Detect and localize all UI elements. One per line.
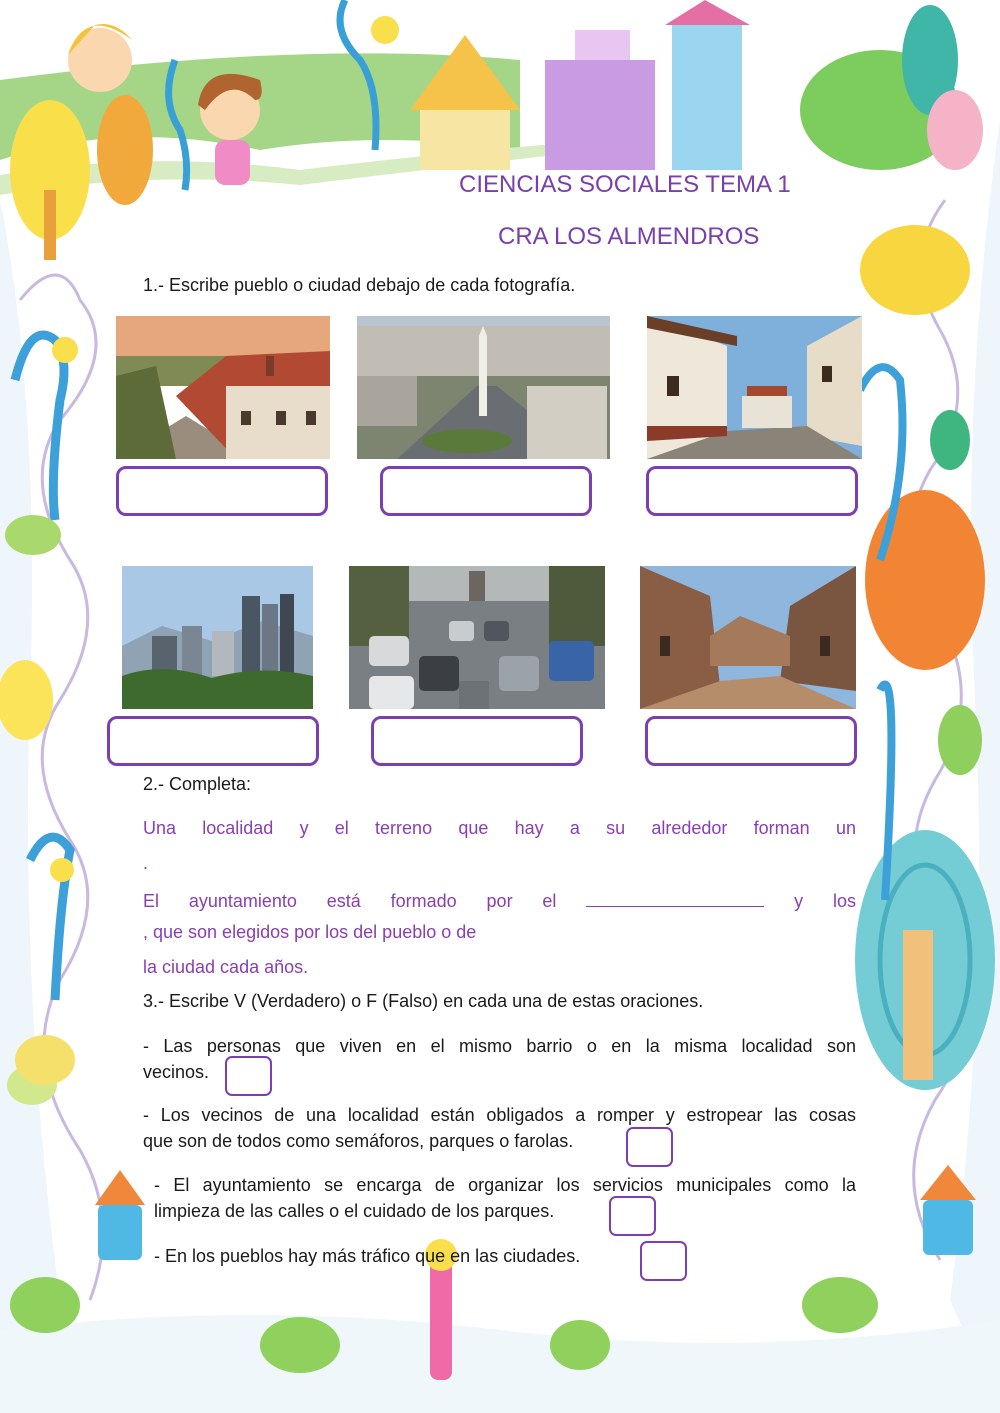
word: El	[143, 891, 160, 911]
vf-input-2[interactable]	[628, 1129, 671, 1165]
city-obelisk-avenue-photo	[357, 316, 610, 459]
section1-instruction: 1.- Escribe pueblo o ciudad debajo de cada fotografía.	[143, 275, 576, 295]
fill-line-3	[143, 888, 856, 912]
answer-input-photo-1[interactable]	[119, 469, 325, 513]
fill-line-2	[143, 853, 856, 874]
fill-line-5	[143, 957, 856, 978]
word: su	[606, 818, 626, 838]
page-title: CIENCIAS SOCIALES TEMA 1	[459, 171, 791, 198]
village-lane-photo	[647, 316, 862, 459]
answer-input-photo-2[interactable]	[383, 469, 589, 513]
answer-box-photo-1[interactable]	[116, 466, 328, 516]
statement-1-line1: - Las personas que viven en el mismo barrio o en la misma localidad son	[143, 1036, 856, 1056]
answer-input-photo-3[interactable]	[649, 469, 855, 513]
word: el	[542, 891, 557, 911]
vf-input-3[interactable]	[611, 1198, 654, 1234]
word: el	[334, 818, 349, 838]
blank-2[interactable]	[586, 888, 764, 907]
word: Una	[143, 818, 177, 838]
line5-start: la ciudad cada	[143, 957, 260, 977]
stone-village-street-photo	[640, 566, 856, 709]
word: localidad	[202, 818, 274, 838]
fill-line-1	[143, 818, 856, 839]
statement-3-line1: - El ayuntamiento se encarga de organizar los servicios municipales como la	[154, 1175, 856, 1195]
fill-line-4	[143, 922, 856, 943]
word: hay	[514, 818, 544, 838]
city-skyscrapers-photo	[122, 566, 313, 709]
answer-input-photo-6[interactable]	[648, 719, 854, 763]
answer-box-photo-5[interactable]	[371, 716, 583, 766]
word: alrededor	[651, 818, 728, 838]
vf-box-1[interactable]	[225, 1056, 272, 1096]
statement-3	[154, 1172, 856, 1224]
answer-box-photo-3[interactable]	[646, 466, 858, 516]
statement-1-line2: vecinos.	[143, 1062, 210, 1082]
word: un	[835, 818, 856, 838]
statement-4	[154, 1243, 654, 1269]
line4-end: del pueblo o de	[353, 922, 477, 942]
vf-box-3[interactable]	[609, 1196, 656, 1236]
line4-middle: , que son elegidos por los	[143, 922, 349, 942]
vf-box-2[interactable]	[626, 1127, 673, 1167]
statement-2-line1: - Los vecinos de una localidad están obligados a romper y estropear las cosas	[143, 1105, 856, 1125]
word: a	[569, 818, 580, 838]
word: y	[794, 891, 804, 911]
page-subtitle: CRA LOS ALMENDROS	[498, 223, 760, 250]
word: terreno	[375, 818, 433, 838]
word: los	[832, 891, 856, 911]
word: que	[458, 818, 489, 838]
vf-input-1[interactable]	[227, 1058, 270, 1094]
word: formado	[390, 891, 457, 911]
line2-period: .	[143, 853, 149, 873]
line5-end: años.	[264, 957, 309, 977]
answer-box-photo-6[interactable]	[645, 716, 857, 766]
statement-2-line2: que son de todos como semáforos, parques o farolas.	[143, 1131, 574, 1151]
statement-4-line1: - En los pueblos hay más tráfico que en las ciudades.	[154, 1246, 581, 1266]
section3-instruction: 3.- Escribe V (Verdadero) o F (Falso) en cada una de estas oraciones.	[143, 991, 704, 1011]
answer-box-photo-2[interactable]	[380, 466, 592, 516]
answer-box-photo-4[interactable]	[107, 716, 319, 766]
vf-box-4[interactable]	[640, 1241, 687, 1281]
answer-input-photo-4[interactable]	[110, 719, 316, 763]
word: y	[299, 818, 309, 838]
village-street-photo	[116, 316, 330, 459]
word: ayuntamiento	[188, 891, 297, 911]
word: por	[486, 891, 513, 911]
statement-2	[143, 1102, 856, 1154]
vf-input-4[interactable]	[642, 1243, 685, 1279]
section2-instruction: 2.- Completa:	[143, 774, 252, 794]
statement-3-line2: limpieza de las calles o el cuidado de los parques.	[154, 1201, 555, 1221]
city-traffic-photo	[349, 566, 605, 709]
word: está	[326, 891, 361, 911]
word: forman	[753, 818, 810, 838]
answer-input-photo-5[interactable]	[374, 719, 580, 763]
